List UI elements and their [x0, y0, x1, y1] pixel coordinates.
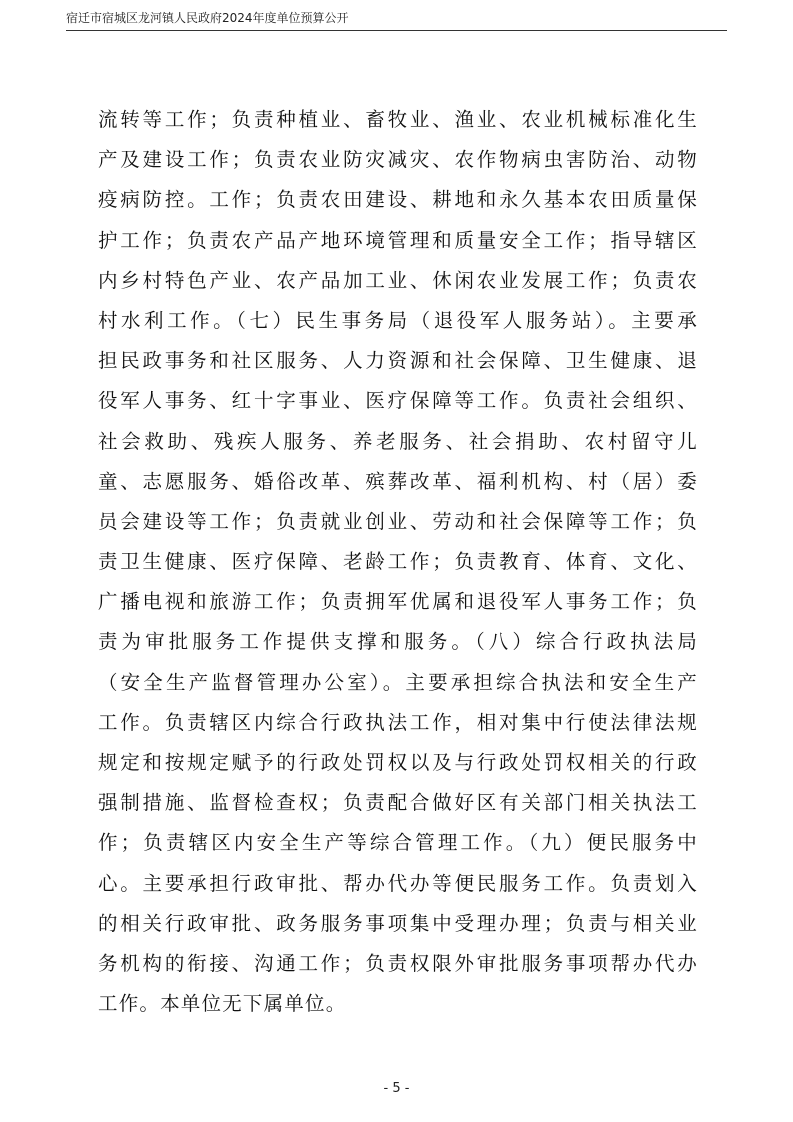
- body-line: 作；负责辖区内安全生产等综合管理工作。（九）便民服务中: [98, 831, 698, 855]
- body-line: 内乡村特色产业、农产品加工业、休闲农业发展工作；负责农: [98, 268, 698, 292]
- body-line: 员会建设等工作；负责就业创业、劳动和社会保障等工作；负: [98, 509, 698, 533]
- body-line: 工作。负责辖区内综合行政执法工作，相对集中行使法律法规: [98, 710, 698, 734]
- body-line: 的相关行政审批、政务服务事项集中受理办理；负责与相关业: [98, 911, 698, 935]
- body-line: 疫病防控。工作；负责农田建设、耕地和永久基本农田质量保: [98, 188, 698, 212]
- body-line: 社会救助、残疾人服务、养老服务、社会捐助、农村留守儿: [98, 429, 698, 453]
- body-line: 流转等工作；负责种植业、畜牧业、渔业、农业机械标准化生: [98, 108, 698, 131]
- body-line: 责为审批服务工作提供支撑和服务。（八）综合行政执法局: [98, 630, 698, 654]
- body-line: 产及建设工作；负责农业防灾减灾、农作物病虫害防治、动物: [98, 148, 698, 172]
- body-line: （安全生产监督管理办公室）。主要承担综合执法和安全生产: [98, 670, 698, 694]
- page-number: - 5 -: [383, 1081, 410, 1096]
- body-line: 责卫生健康、医疗保障、老龄工作；负责教育、体育、文化、: [98, 550, 698, 574]
- body-line: 役军人事务、红十字事业、医疗保障等工作。负责社会组织、: [98, 389, 698, 413]
- body-line: 村水利工作。（七）民生事务局（退役军人服务站）。主要承: [98, 308, 698, 332]
- body-line: 规定和按规定赋予的行政处罚权以及与行政处罚权相关的行政: [98, 751, 698, 774]
- header-divider: [66, 30, 727, 31]
- body-line: 广播电视和旅游工作；负责拥军优属和退役军人事务工作；负: [98, 590, 698, 614]
- document-body: [98, 100, 698, 1024]
- body-line: 务机构的衔接、沟通工作；负责权限外审批服务事项帮办代办: [98, 951, 698, 975]
- body-line: 护工作；负责农产品产地环境管理和质量安全工作；指导辖区: [98, 228, 698, 252]
- body-line-last: 工作。本单位无下属单位。: [98, 992, 347, 1016]
- page-header-title: 宿迁市宿城区龙河镇人民政府2024年度单位预算公开: [66, 11, 349, 25]
- body-line: 强制措施、监督检查权；负责配合做好区有关部门相关执法工: [98, 791, 698, 815]
- body-line: 童、志愿服务、婚俗改革、殡葬改革、福利机构、村（居）委: [98, 469, 698, 493]
- body-line: 心。主要承担行政审批、帮办代办等便民服务工作。负责划入: [98, 871, 698, 895]
- body-line: 担民政事务和社区服务、人力资源和社会保障、卫生健康、退: [98, 349, 698, 373]
